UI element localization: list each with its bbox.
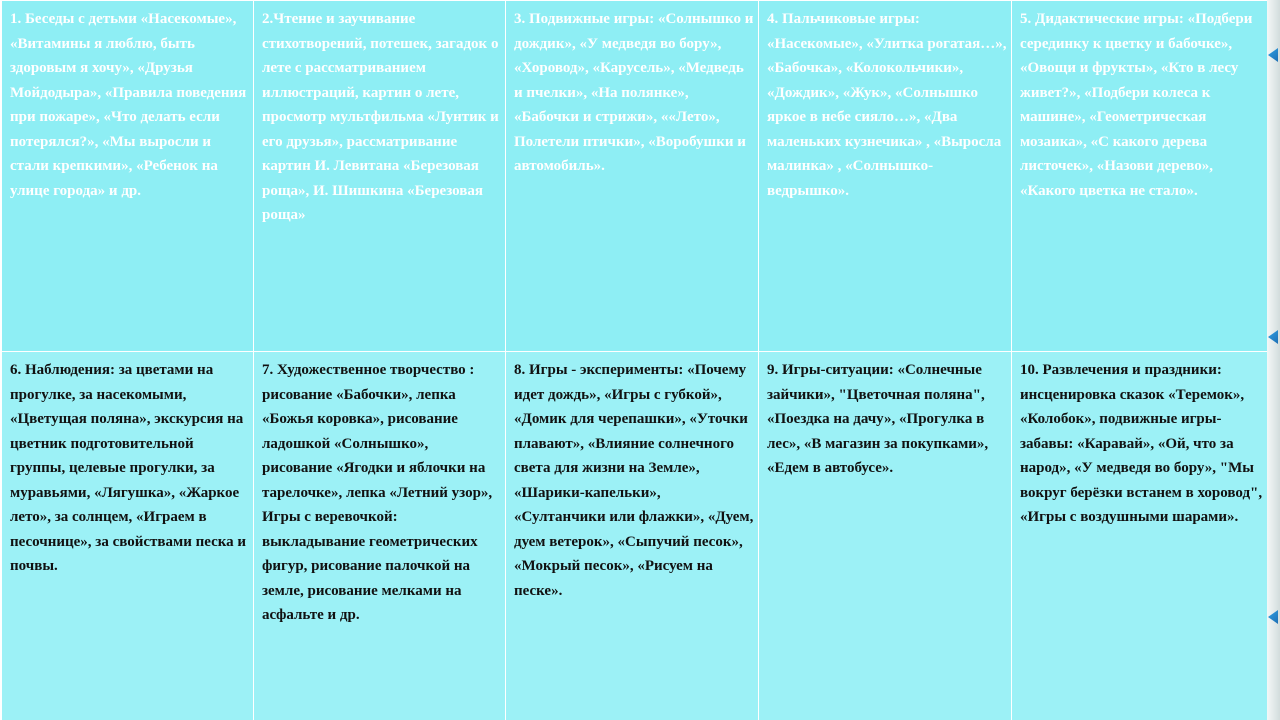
- cell-finger-games: 4. Пальчиковые игры: «Насекомые», «Улитка рогатая…», «Бабочка», «Колокольчики», «Дождик», «Жук», «Солнышко яркое в небе сияло…», «Два маленьких кузнечика» , «Выросла малинка» , «Солнышко-ведрышко».: [759, 1, 1012, 352]
- table-row-bottom: [2, 352, 1268, 720]
- slide-edge-strip: [1267, 0, 1280, 720]
- cell-experiment-games: 8. Игры - эксперименты: «Почему идет дождь», «Игры с губкой», «Домик для черепашки», «Уточки плавают», «Влияние солнечного света для жизни на Земле», «Шарики-капельки», «Султанчики или флажки», «Дуем, дуем ветерок», «Сыпучий песок», «Мокрый песок», «Рисуем на песке».: [506, 352, 759, 720]
- arrow-left-icon: [1268, 610, 1278, 624]
- cell-didactic-games: 5. Дидактические игры: «Подбери серединку к цветку и бабочке», «Овощи и фрукты», «Кто в лесу живет?», «Подбери колеса к машине», «Геометрическая мозаика», «С какого дерева листочек», «Назови дерево», «Какого цветка не стало».: [1012, 1, 1268, 352]
- activities-table: [1, 0, 1268, 720]
- cell-observations: 6. Наблюдения: за цветами на прогулке, за насекомыми, «Цветущая поляна», экскурсия на цветник подготовительной группы, целевые прогулки, за муравьями, «Лягушка», «Жаркое лето», за солнцем, «Играем в песочнице», за свойствами песка и почвы.: [2, 352, 254, 720]
- arrow-left-icon: [1268, 330, 1278, 344]
- cell-outdoor-games: 3. Подвижные игры: «Солнышко и дождик», «У медведя во бору», «Хоровод», «Карусель», «Медведь и пчелки», «На полянке», «Бабочки и стрижи», ««Лето», Полетели птички», «Воробушки и автомобиль».: [506, 1, 759, 352]
- table-row-top: [2, 1, 1268, 352]
- cell-entertainment-holidays: 10. Развлечения и праздники: инсценировка сказок «Теремок», «Колобок», подвижные игры-забавы: «Каравай», «Ой, что за народ», «У медведя во бору», "Мы вокруг берёзки встанем в хоровод", «Игры с воздушными шарами».: [1012, 352, 1268, 720]
- cell-art-creativity: 7. Художественное творчество : рисование «Бабочки», лепка «Божья коровка», рисование ладошкой «Солнышко», рисование «Ягодки и яблочки на тарелочке», лепка «Летний узор», Игры с веревочкой: выкладывание геометрических фигур, рисование палочкой на земле, рисование мелками на асфальте и др.: [254, 352, 506, 720]
- arrow-left-icon: [1268, 48, 1278, 62]
- cell-reading-memorizing: 2.Чтение и заучивание стихотворений, потешек, загадок о лете с рассматриванием иллюстраций, картин о лете, просмотр мультфильма «Лунтик и его друзья», рассматривание картин И. Левитана «Березовая роща», И. Шишкина «Березовая роща»: [254, 1, 506, 352]
- cell-conversations: 1. Беседы с детьми «Насекомые», «Витамины я люблю, быть здоровым я хочу», «Друзья Мойдодыра», «Правила поведения при пожаре», «Что делать если потерялся?», «Мы выросли и стали крепкими», «Ребенок на улице города» и др.: [2, 1, 254, 352]
- cell-situation-games: 9. Игры-ситуации: «Солнечные зайчики», "Цветочная поляна", «Поездка на дачу», «Прогулка в лес», «В магазин за покупками», «Едем в автобусе».: [759, 352, 1012, 720]
